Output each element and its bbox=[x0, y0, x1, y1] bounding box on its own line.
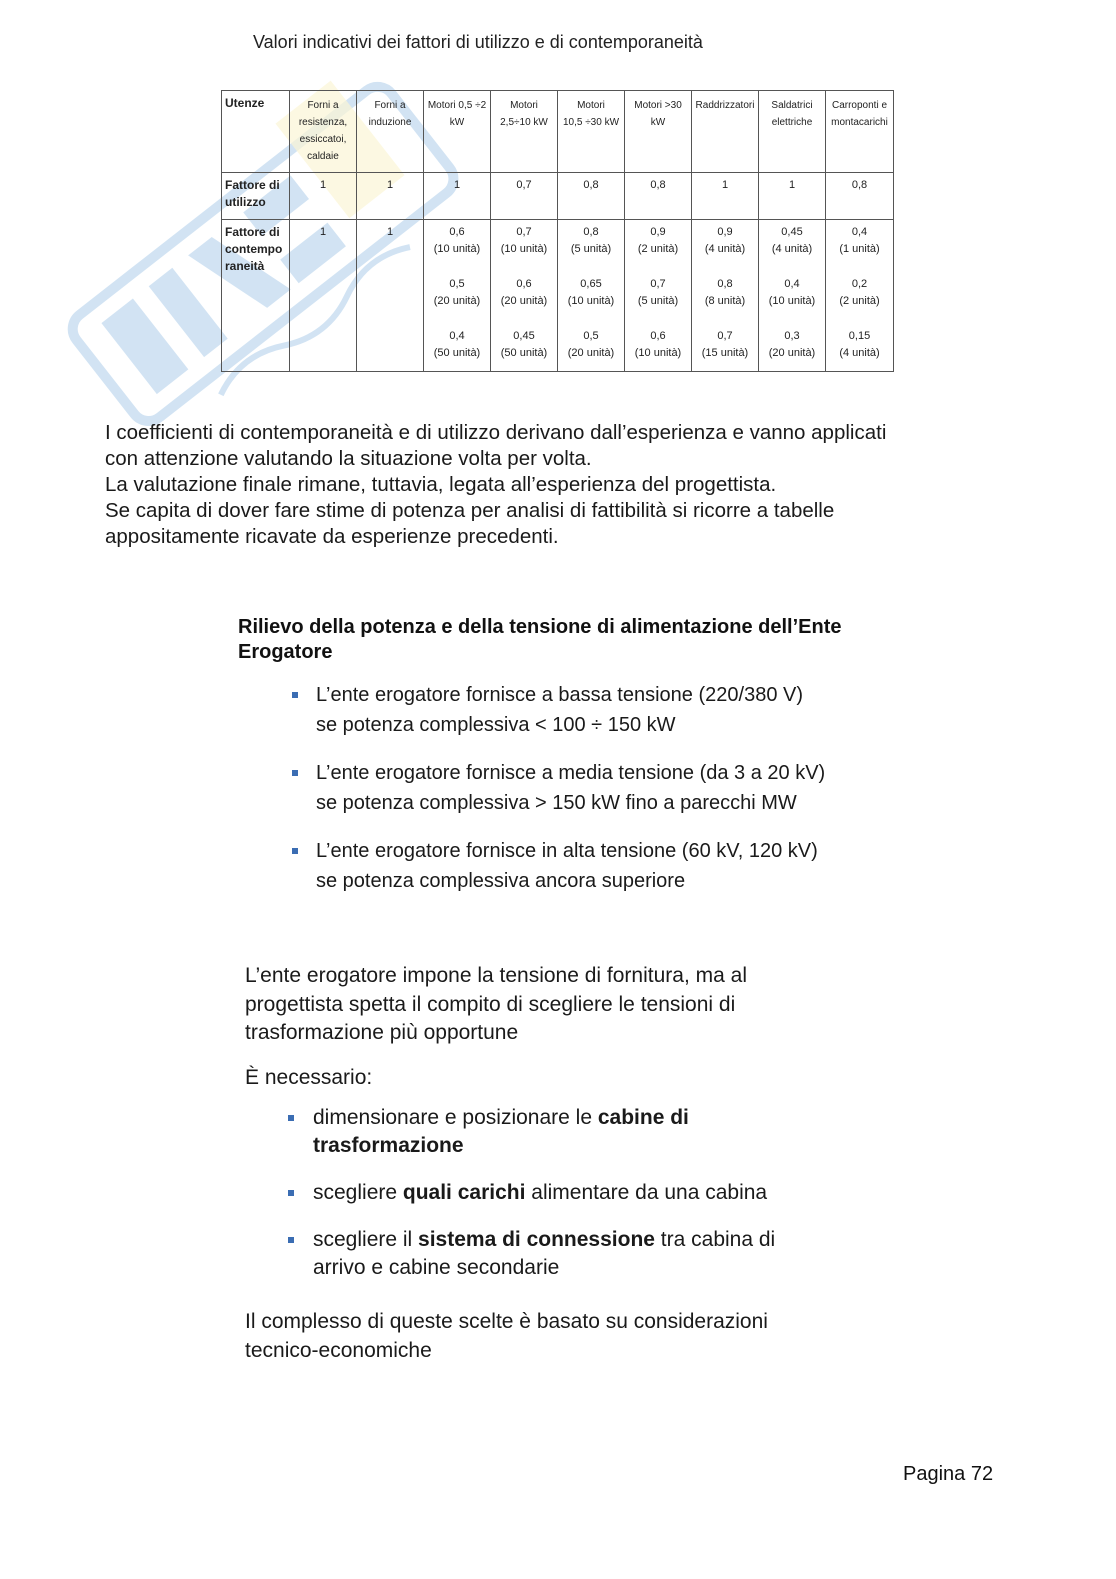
column-header: Forni a induzione bbox=[357, 91, 424, 173]
table-cell: 0,45 (4 unità) 0,4 (10 unità) 0,3 (20 unità) bbox=[759, 220, 826, 372]
paragraph-line: appositamente ricavate da esperienze precedenti. bbox=[105, 525, 559, 548]
supply-bullet-list bbox=[292, 680, 912, 914]
column-header: Motori >30 kW bbox=[625, 91, 692, 173]
table-row-contemporaneita bbox=[222, 220, 894, 372]
list-item: dimensionare e posizionare le cabine di trasformazione bbox=[288, 1104, 888, 1160]
square-bullet-icon bbox=[292, 848, 298, 854]
list-item: scegliere il sistema di connessione tra cabina di arrivo e cabine secondarie bbox=[288, 1226, 888, 1282]
table-cell: 0,8 bbox=[826, 173, 894, 220]
table-cell: 1 bbox=[424, 173, 491, 220]
paragraph-line: Se capita di dover fare stime di potenza per analisi di fattibilità si ricorre a tabelle bbox=[105, 499, 835, 522]
table-cell: 0,6 (10 unità) 0,5 (20 unità) 0,4 (50 unità) bbox=[424, 220, 491, 372]
table-cell: 1 bbox=[290, 173, 357, 220]
row-label: Fattore di utilizzo bbox=[222, 173, 290, 220]
header-corner: Utenze bbox=[222, 91, 290, 173]
column-header: Saldatrici elettriche bbox=[759, 91, 826, 173]
necessary-label: È necessario: bbox=[245, 1065, 373, 1089]
utilization-table bbox=[221, 90, 894, 372]
table-row-utilizzo bbox=[222, 173, 894, 220]
tasks-bullet-list bbox=[288, 1104, 888, 1301]
table-cell: 1 bbox=[692, 173, 759, 220]
table-cell: 0,7 bbox=[491, 173, 558, 220]
list-item: L’ente erogatore fornisce a media tensione (da 3 a 20 kV) se potenza complessiva > 150 kW fino a parecchi MW bbox=[292, 758, 912, 818]
column-header: Motori 10,5 ÷30 kW bbox=[558, 91, 625, 173]
square-bullet-icon bbox=[292, 770, 298, 776]
table-header-row bbox=[222, 91, 894, 173]
square-bullet-icon bbox=[288, 1190, 294, 1196]
table-cell: 0,4 (1 unità) 0,2 (2 unità) 0,15 (4 unità) bbox=[826, 220, 894, 372]
table-cell: 1 bbox=[357, 220, 424, 372]
table-cell: 0,9 (4 unità) 0,8 (8 unità) 0,7 (15 unità) bbox=[692, 220, 759, 372]
square-bullet-icon bbox=[288, 1115, 294, 1121]
row-label: Fattore di contempo raneità bbox=[222, 220, 290, 372]
table-cell: 0,9 (2 unità) 0,7 (5 unità) 0,6 (10 unità) bbox=[625, 220, 692, 372]
list-item: L’ente erogatore fornisce a bassa tensione (220/380 V) se potenza complessiva < 100 ÷ 150 kW bbox=[292, 680, 912, 740]
closing-text: Il complesso di queste scelte è basato su considerazioni tecnico-economiche bbox=[245, 1310, 768, 1362]
table-cell: 0,8 bbox=[625, 173, 692, 220]
table-cell: 1 bbox=[759, 173, 826, 220]
column-header: Raddrizzatori bbox=[692, 91, 759, 173]
page-number: Pagina 72 bbox=[903, 1463, 994, 1485]
column-header: Motori 2,5÷10 kW bbox=[491, 91, 558, 173]
column-header: Forni a resistenza, essiccatoi, caldaie bbox=[290, 91, 357, 173]
paragraph-line: La valutazione finale rimane, tuttavia, legata all’esperienza del progettista. bbox=[105, 473, 777, 496]
list-item: scegliere quali carichi alimentare da una cabina bbox=[288, 1179, 888, 1207]
section-title: Rilievo della potenza e della tensione di alimentazione dell’Ente Erogatore bbox=[238, 616, 842, 663]
column-header: Carroponti e montacarichi bbox=[826, 91, 894, 173]
paragraph-line: I coefficienti di contemporaneità e di utilizzo derivano dall’esperienza e vanno applicati bbox=[105, 421, 887, 444]
list-item: L’ente erogatore fornisce in alta tensione (60 kV, 120 kV) se potenza complessiva ancora superiore bbox=[292, 836, 912, 896]
square-bullet-icon bbox=[292, 692, 298, 698]
square-bullet-icon bbox=[288, 1237, 294, 1243]
table-cell: 0,8 bbox=[558, 173, 625, 220]
table-cell: 1 bbox=[290, 220, 357, 372]
paragraph-line: con attenzione valutando la situazione volta per volta. bbox=[105, 447, 592, 470]
column-header: Motori 0,5 ÷2 kW bbox=[424, 91, 491, 173]
table-cell: 0,7 (10 unità) 0,6 (20 unità) 0,45 (50 unità) bbox=[491, 220, 558, 372]
table-title: Valori indicativi dei fattori di utilizzo e di contemporaneità bbox=[253, 32, 703, 52]
intro-paragraph bbox=[105, 420, 1005, 550]
voltage-choice-text: L’ente erogatore impone la tensione di fornitura, ma al progettista spetta il compito di scegliere le tensioni di trasformazione più opportune È necessario: bbox=[245, 962, 885, 1092]
table-cell: 1 bbox=[357, 173, 424, 220]
table-cell: 0,8 (5 unità) 0,65 (10 unità) 0,5 (20 unità) bbox=[558, 220, 625, 372]
